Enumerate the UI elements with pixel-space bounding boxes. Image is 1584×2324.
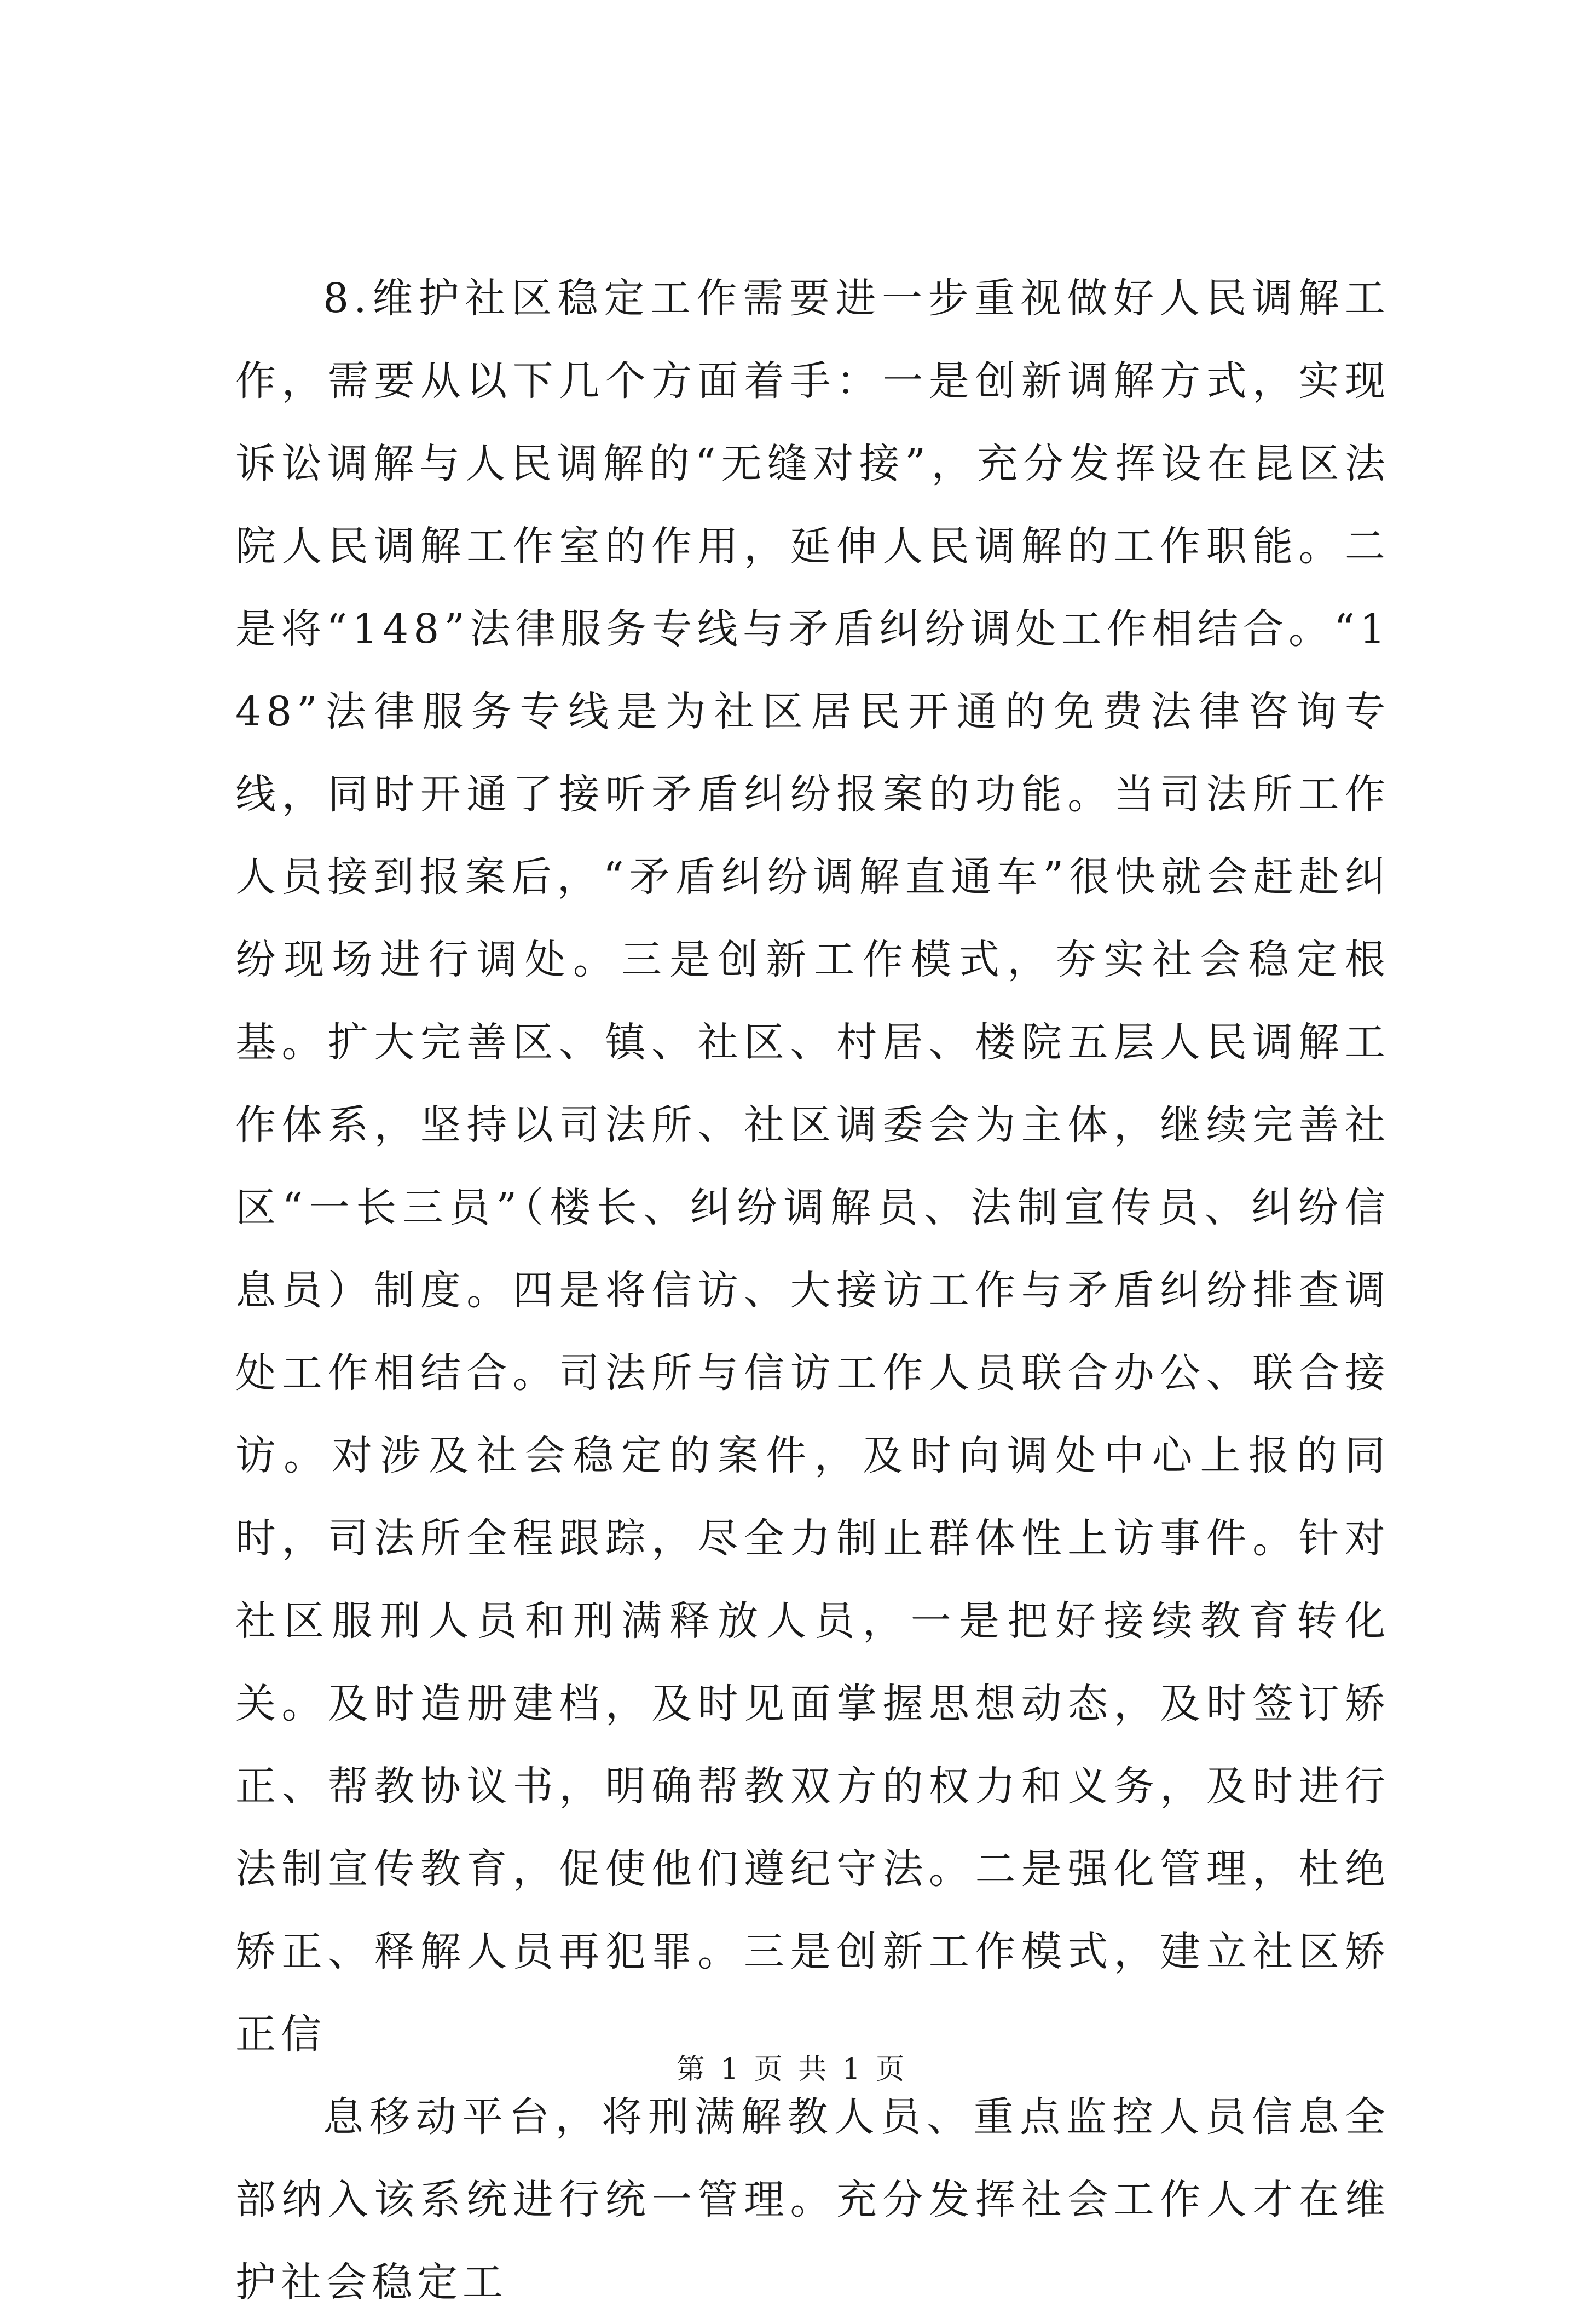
paragraph-2: 息移动平台，将刑满解教人员、重点监控人员信息全部纳入该系统进行统一管理。充分发挥社会工作人才在维护社会稳定工 [235, 2094, 1390, 2306]
paragraph-1: 8.维护社区稳定工作需要进一步重视做好人民调解工作，需要从以下几个方面着手：一是创新调解方式，实现诉讼调解与人民调解的“无缝对接”，充分发挥设在昆区法院人民调解工作室的作用，延伸人民调解的工作职能。二是将“148”法律服务专线与矛盾纠纷调处工作相结合。“148”法律服务专线是为社区居民开通的免费法律咨询专线，同时开通了接听矛盾纠纷报案的功能。当司法所工作人员接到报案后，“矛盾纠纷调解直通车”很快就会赶赴纠纷现场进行调处。三是创新工作模式，夯实社会稳定根基。扩大完善区、镇、社区、村居、楼院五层人民调解工作体系，坚持以司法所、社区调委会为主体，继续完善社区“一长三员”（楼长、纠纷调解员、法制宣传员、纠纷信息员）制度。四是将信访、大接访工作与矛盾纠纷排查调处工作相结合。司法所与信访工作人员联合办公、联合接访。对涉及社会稳定的案件，及时向调处中心上报的同时，司法所全程跟踪，尽全力制止群体性上访事件。针对社区服刑人员和刑满释放人员，一是把好接续教育转化关。及时造册建档，及时见面掌握思想动态，及时签订矫正、帮教协议书，明确帮教双方的权力和义务，及时进行法制宣传教育，促使他们遵纪守法。二是强化管理，杜绝矫正、释解人员再犯罪。三是创新工作模式，建立社区矫正信 [235, 275, 1390, 2058]
page-footer: 第 1 页 共 1 页 [676, 2053, 908, 2086]
document-body [235, 257, 1390, 2324]
